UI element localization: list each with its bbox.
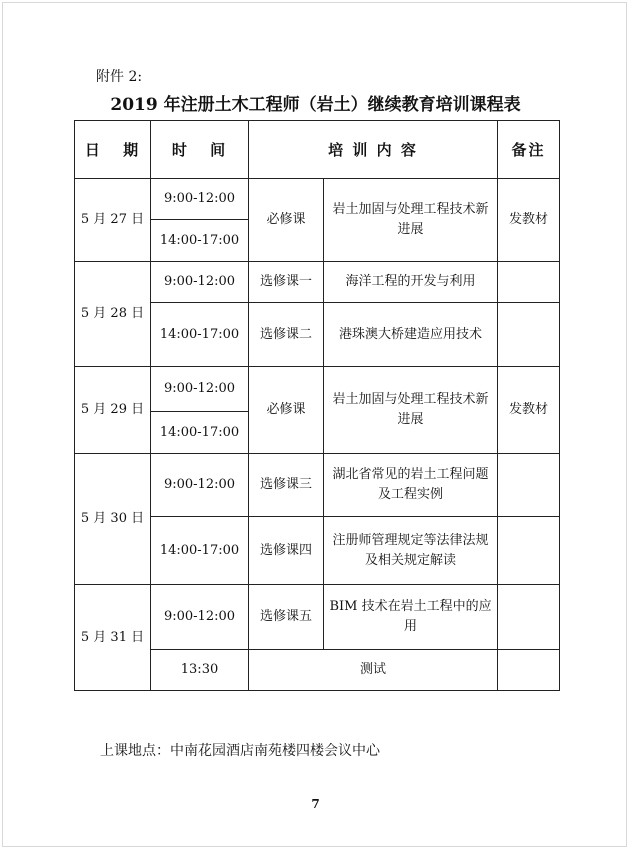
table-row <box>75 367 560 412</box>
content-cell: 海洋工程的开发与利用 <box>324 262 498 303</box>
note-cell <box>498 650 560 691</box>
course-type-cell: 选修课四 <box>249 517 324 585</box>
course-type-cell: 选修课一 <box>249 262 324 303</box>
note-cell: 发教材 <box>498 367 560 454</box>
date-cell: 5 月 31 日 <box>75 585 151 691</box>
course-type-cell: 选修课五 <box>249 585 324 650</box>
location-text: 上课地点：中南花园酒店南苑楼四楼会议中心 <box>100 743 380 759</box>
header-row <box>75 121 560 179</box>
header-content: 培 训 内 容 <box>249 121 498 179</box>
time-cell: 14:00-17:00 <box>151 303 249 367</box>
content-cell: 港珠澳大桥建造应用技术 <box>324 303 498 367</box>
time-cell: 14:00-17:00 <box>151 220 249 262</box>
note-cell <box>498 585 560 650</box>
time-cell: 14:00-17:00 <box>151 412 249 454</box>
course-type-cell: 必修课 <box>249 179 324 262</box>
course-type-cell: 必修课 <box>249 367 324 454</box>
date-cell: 5 月 28 日 <box>75 262 151 367</box>
content-cell: 湖北省常见的岩土工程问题及工程实例 <box>324 454 498 517</box>
schedule-table <box>74 120 560 691</box>
date-cell: 5 月 30 日 <box>75 454 151 585</box>
content-cell: 注册师管理规定等法律法规及相关规定解读 <box>324 517 498 585</box>
content-cell: 岩土加固与处理工程技术新进展 <box>324 179 498 262</box>
time-cell: 9:00-12:00 <box>151 367 249 412</box>
course-type-cell: 选修课三 <box>249 454 324 517</box>
content-cell: 岩土加固与处理工程技术新进展 <box>324 367 498 454</box>
note-cell: 发教材 <box>498 179 560 262</box>
table-row <box>75 179 560 220</box>
date-cell: 5 月 27 日 <box>75 179 151 262</box>
page-title: 2019 年注册土木工程师（岩土）继续教育培训课程表 <box>110 95 521 115</box>
exam-time-cell: 13:30 <box>151 650 249 691</box>
time-cell: 9:00-12:00 <box>151 454 249 517</box>
header-date: 日 期 <box>75 121 151 179</box>
table-row <box>75 585 560 650</box>
note-cell <box>498 517 560 585</box>
header-note: 备注 <box>498 121 560 179</box>
time-cell: 9:00-12:00 <box>151 262 249 303</box>
header-time: 时 间 <box>151 121 249 179</box>
exam-label-cell: 测试 <box>249 650 498 691</box>
attachment-label: 附件 2: <box>96 69 143 85</box>
table-row <box>75 454 560 517</box>
note-cell <box>498 262 560 303</box>
page-number: 7 <box>311 797 320 811</box>
note-cell <box>498 303 560 367</box>
content-cell: BIM 技术在岩土工程中的应用 <box>324 585 498 650</box>
course-type-cell: 选修课二 <box>249 303 324 367</box>
time-cell: 14:00-17:00 <box>151 517 249 585</box>
time-cell: 9:00-12:00 <box>151 179 249 220</box>
time-cell: 9:00-12:00 <box>151 585 249 650</box>
note-cell <box>498 454 560 517</box>
table-row <box>75 262 560 303</box>
date-cell: 5 月 29 日 <box>75 367 151 454</box>
